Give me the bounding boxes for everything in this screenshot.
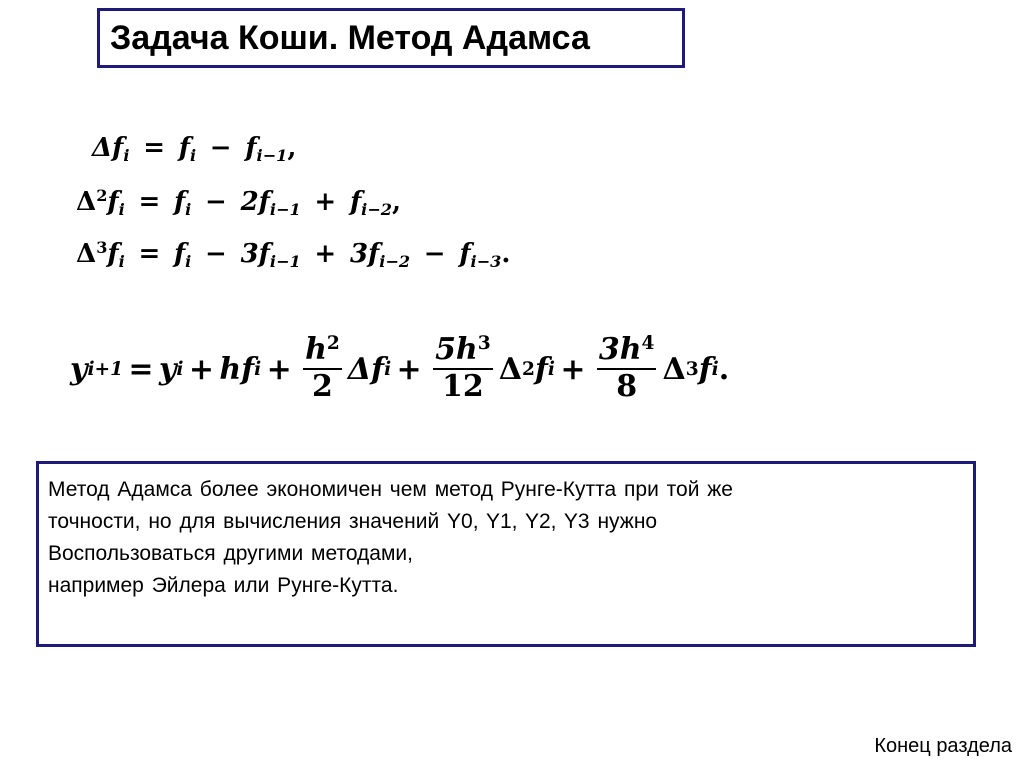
formula-superscript: 2 — [326, 333, 340, 355]
fraction-denominator: 8 — [616, 369, 638, 405]
formula-operator: + — [314, 238, 337, 269]
formula-term: f — [107, 186, 119, 217]
formula-term: f — [178, 133, 190, 163]
formula-term: Δf — [92, 133, 124, 163]
formula-term: 3f — [349, 238, 380, 269]
formula-subscript: i−1 — [269, 252, 301, 272]
formula-superscript: 3 — [685, 358, 699, 380]
formula-punctuation: , — [391, 186, 402, 217]
formula-superscript: 2 — [96, 186, 108, 205]
page-title: Задача Коши. Метод Адамса — [110, 19, 590, 57]
formula-term: 3h — [598, 332, 642, 368]
formula-superscript: 2 — [521, 358, 535, 380]
formula-term: f — [173, 186, 186, 217]
fraction-5h3-over-12 — [433, 333, 493, 404]
formula-subscript: i+1 — [87, 358, 124, 380]
formula-subscript: i−1 — [256, 146, 288, 166]
formula-subscript: i — [185, 252, 192, 272]
fraction-numerator — [597, 333, 657, 368]
formula-superscript: 3 — [96, 238, 108, 257]
formula-subscript: i — [185, 200, 192, 220]
formula-subscript: i — [384, 358, 392, 380]
formula-operator: − — [423, 238, 446, 269]
formula-subscript: i — [547, 358, 555, 380]
formula-term: y — [70, 351, 88, 387]
formula-adams — [70, 325, 729, 413]
formula-operator: − — [205, 238, 227, 269]
formula-term: 3f — [240, 238, 270, 269]
section-end-label: Конец раздела — [874, 735, 1012, 757]
formula-term: Δf — [347, 351, 385, 387]
formula-operator: + — [560, 351, 586, 387]
formula-term: f — [245, 133, 257, 163]
formula-subscript: i−2 — [361, 200, 392, 220]
formula-term: 2f — [240, 186, 270, 217]
formula-subscript: i — [711, 358, 719, 380]
formula-term: 5h — [435, 332, 478, 368]
note-line: точности, но для вычисления значений Y0, Y1, Y2, Y3 нужно — [48, 510, 658, 533]
formula-punctuation: . — [501, 238, 511, 269]
formula-term: f — [173, 238, 186, 269]
formula-subscript: i — [176, 358, 184, 380]
formula-term: f — [698, 351, 712, 387]
formula-operator: + — [188, 351, 214, 387]
formula-term: f — [459, 238, 471, 269]
note-line: Воспользоваться другими методами, — [48, 542, 413, 565]
formula-operator: = — [128, 351, 154, 387]
formula-term: hf — [219, 351, 255, 387]
formula-subscript: i−2 — [379, 252, 411, 272]
note-line: например Эйлера или Рунге-Кутта. — [48, 574, 399, 597]
note-line: Метод Адамса более экономичен чем метод Рунге-Кутта при той же — [48, 478, 733, 501]
fraction-denominator: 2 — [312, 369, 333, 405]
formula-operator: + — [396, 351, 422, 387]
formula-term: Δ — [498, 351, 522, 387]
formula-operator: + — [266, 351, 292, 387]
formula-superscript: 4 — [641, 333, 655, 355]
formula-delta1 — [92, 133, 296, 165]
formula-operator: − — [205, 186, 227, 217]
formula-subscript: i — [189, 146, 197, 166]
formula-operator: = — [138, 238, 161, 269]
formula-term: f — [349, 186, 362, 217]
fraction-denominator: 12 — [442, 369, 484, 405]
title-box — [97, 8, 685, 68]
formula-superscript: 3 — [477, 333, 491, 355]
formula-term: y — [158, 351, 177, 387]
formula-term: f — [107, 238, 119, 269]
formula-term: Δ — [76, 238, 97, 269]
formula-operator: + — [314, 186, 337, 217]
formula-subscript: i−3 — [470, 252, 502, 272]
formula-subscript: i — [123, 146, 130, 166]
formula-punctuation: , — [287, 133, 297, 163]
formula-subscript: i — [254, 358, 262, 380]
fraction-numerator — [303, 333, 342, 368]
formula-term: h — [305, 332, 327, 368]
fraction-h2-over-2 — [303, 333, 342, 404]
formula-subscript: i — [118, 252, 125, 272]
fraction-3h4-over-8 — [597, 333, 657, 404]
formula-operator: − — [209, 133, 232, 163]
note-box — [36, 461, 976, 647]
formula-punctuation: . — [718, 351, 730, 387]
formula-delta3 — [76, 238, 510, 271]
formula-operator: = — [143, 133, 166, 163]
formula-operator: = — [138, 186, 161, 217]
formula-subscript: i−1 — [269, 200, 301, 220]
formula-subscript: i — [118, 200, 125, 220]
formula-term: Δ — [662, 351, 686, 387]
formula-delta2 — [76, 186, 401, 219]
formula-term: f — [534, 351, 548, 387]
formula-term: Δ — [76, 186, 97, 217]
fraction-numerator — [433, 333, 493, 368]
